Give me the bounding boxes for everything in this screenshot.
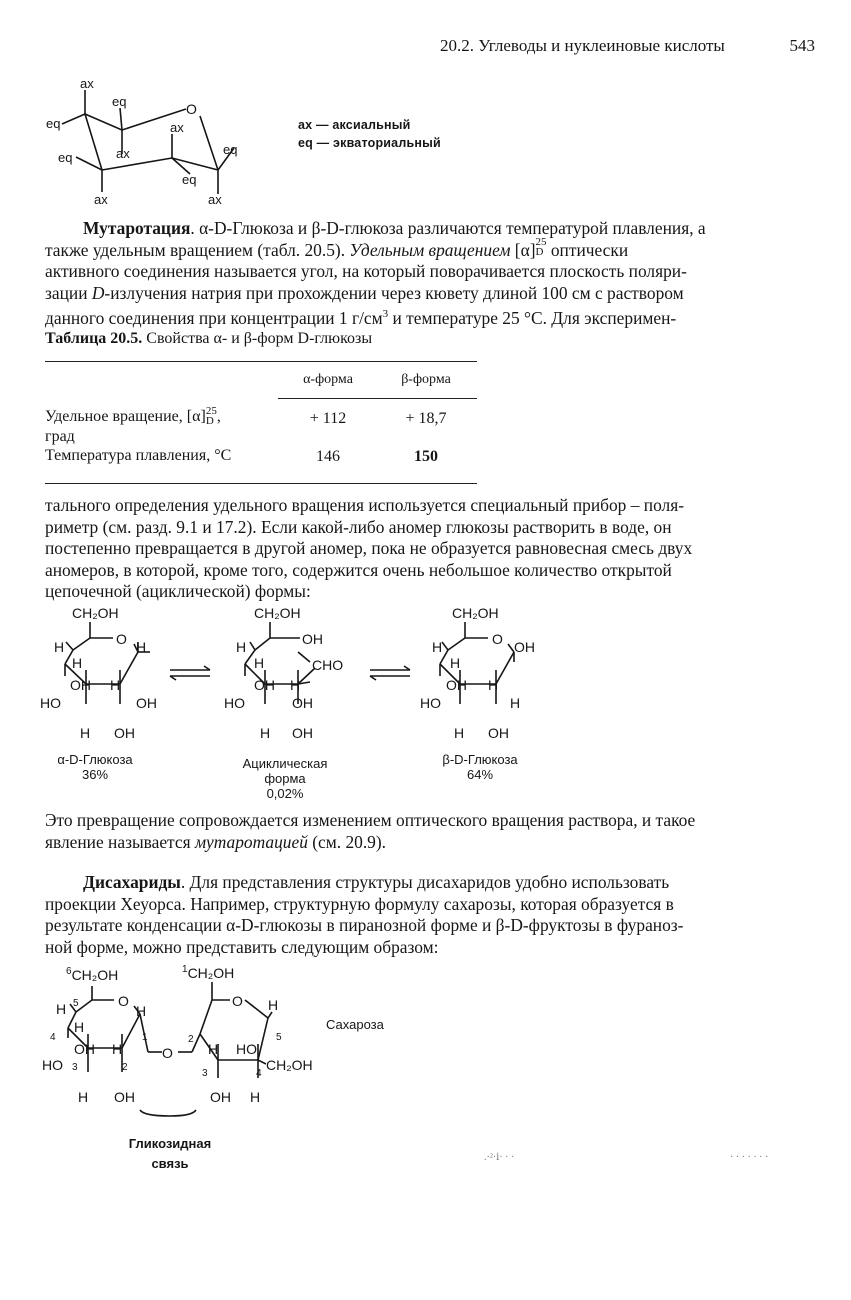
- svg-text:H: H: [488, 677, 499, 693]
- svg-text:OH: OH: [292, 725, 313, 741]
- eq-label: eq: [223, 142, 238, 157]
- paragraph-continuation: тального определения удельного вращения используется специальный прибор – поля- риметр (см. разд. 9.1 и 17.2). Если какой-либо аномер глюкозы растворить в воде, он постепенно превращается в другой аномер, пока не образуется равновесная смесь двух аномеров, в которой, кроме того, содержится очень небольшое количество открытой цепочечной (ациклической) формы:: [45, 495, 693, 601]
- svg-text:H: H: [136, 639, 147, 655]
- eq-label: eq: [58, 150, 73, 165]
- svg-text:OH: OH: [70, 677, 91, 693]
- ch2oh-label: CH₂OH: [72, 605, 119, 621]
- svg-text:H: H: [54, 639, 65, 655]
- ax-label: ax: [80, 76, 94, 91]
- chair-bond: [85, 114, 122, 130]
- ax-label: ax: [170, 120, 184, 135]
- svg-text:H: H: [454, 725, 465, 741]
- paragraph-mutarotation-result: Это превращение сопровождается изменением оптического вращения раствора, и такое явление называется мутаротацией (см. 20.9).: [45, 810, 696, 852]
- page-number: 543: [789, 36, 815, 55]
- svg-text:H: H: [136, 1003, 147, 1019]
- svg-text:OH: OH: [446, 677, 467, 693]
- svg-text:OH: OH: [114, 725, 135, 741]
- ch2oh-label: CH₂OH: [452, 605, 499, 621]
- scan-noise: .·²·ⅰ· · ·: [484, 1152, 515, 1163]
- svg-text:H: H: [208, 1041, 219, 1057]
- svg-text:HO: HO: [224, 695, 245, 711]
- chair-bond: [85, 114, 102, 170]
- column-header-alpha: α-форма: [303, 372, 353, 387]
- svg-text:OH: OH: [254, 677, 275, 693]
- svg-text:O: O: [162, 1045, 173, 1061]
- alpha-glucose-caption: α-D-Глюкоза 36%: [57, 752, 133, 782]
- glycosidic-bond-brace: [140, 1110, 196, 1116]
- table-cell: + 112: [309, 410, 347, 427]
- svg-text:OH: OH: [114, 1089, 135, 1105]
- svg-text:HO: HO: [42, 1057, 63, 1073]
- svg-text:H: H: [72, 655, 83, 671]
- table-cell: + 18,7: [405, 410, 447, 427]
- svg-text:H: H: [74, 1019, 85, 1035]
- svg-text:H: H: [268, 997, 279, 1013]
- running-title: 20.2. Углеводы и нуклеиновые кислоты: [440, 36, 725, 55]
- svg-text:H: H: [78, 1089, 89, 1105]
- svg-text:OH: OH: [488, 725, 509, 741]
- svg-text:O: O: [232, 993, 243, 1009]
- svg-text:HO: HO: [236, 1041, 257, 1057]
- svg-text:H: H: [260, 725, 271, 741]
- svg-text:H: H: [450, 655, 461, 671]
- table-rule-top: [45, 361, 477, 362]
- svg-text:OH: OH: [136, 695, 157, 711]
- svg-text:4: 4: [256, 1068, 262, 1079]
- paragraph-mutarotation: Мутаротация. α-D-Глюкоза и β-D-глюкоза различаются температурой плавления, а также удельным вращением (табл. 20.5). Удельным вращением [α]25 D оптически активного соединения называется угол, на который поворачивается плоскость поляри- зации D-излучения натрия при прохождении через кювету длиной 100 см с раствором данного соединения при концентрации 1 $г/см^3$ и температуре 25 °С. Для эксперимен-: [45, 218, 706, 328]
- svg-text:H: H: [254, 655, 265, 671]
- scan-noise: · · · · · · ·: [730, 1152, 769, 1163]
- svg-text:OH: OH: [514, 639, 535, 655]
- svg-text:H: H: [80, 725, 91, 741]
- svg-text:H: H: [236, 639, 247, 655]
- svg-text:OH: OH: [292, 695, 313, 711]
- svg-text:2: 2: [122, 1062, 128, 1073]
- table-row-label-rotation: Удельное вращение, [α]25 D ,: [45, 405, 221, 427]
- glycosidic-bond-label: Гликозидная связь: [128, 1136, 212, 1171]
- svg-text:HO: HO: [40, 695, 61, 711]
- svg-text:HO: HO: [420, 695, 441, 711]
- eq-label: eq: [182, 172, 197, 187]
- svg-text:O: O: [116, 631, 127, 647]
- svg-text:O: O: [118, 993, 129, 1009]
- ax-label: ax: [208, 192, 222, 207]
- glucose-ch2oh-label: $^6$CH₂OH: [66, 966, 119, 983]
- svg-text:CHO: CHO: [312, 657, 344, 673]
- sucrose-label: Сахароза: [326, 1017, 384, 1032]
- svg-text:H: H: [56, 1001, 67, 1017]
- chair-conformation-figure: [40, 72, 280, 212]
- svg-text:H: H: [290, 677, 301, 693]
- equatorial-bond: [62, 114, 85, 124]
- svg-text:5: 5: [276, 1032, 282, 1043]
- svg-text:H: H: [432, 639, 443, 655]
- ring-oxygen-label: O: [186, 101, 197, 117]
- table-rule-bottom: [45, 483, 477, 484]
- ch2oh-label: CH₂OH: [254, 605, 301, 621]
- svg-text:2: 2: [188, 1034, 194, 1045]
- beta-glucose-caption: β-D-Глюкоза 64%: [442, 752, 518, 782]
- svg-text:3: 3: [202, 1068, 208, 1079]
- column-header-beta: β-форма: [401, 372, 451, 387]
- running-header: [440, 36, 815, 56]
- equatorial-bond: [120, 108, 122, 130]
- paragraph-disaccharides: Дисахариды. Для представления структуры дисахаридов удобно использовать проекции Хеуорса. Например, структурную формулу сахарозы, которая образуется в результате конденсации α-D-глюкозы в пиранозной форме и β-D-фруктозы в фураноз- ной форме, можно представить следующим образом:: [45, 872, 684, 957]
- svg-text:OH: OH: [302, 631, 323, 647]
- svg-text:O: O: [492, 631, 503, 647]
- eq-label: eq: [112, 94, 127, 109]
- legend-equatorial: eq — экваториальный: [298, 136, 441, 150]
- svg-text:H: H: [250, 1089, 261, 1105]
- svg-text:OH: OH: [210, 1089, 231, 1105]
- chair-bond: [200, 116, 218, 170]
- sucrose-structure-figure: [40, 960, 350, 1120]
- svg-text:H: H: [510, 695, 521, 711]
- table-cell: 146: [316, 448, 340, 465]
- table-rule-header: [278, 398, 477, 399]
- svg-text:4: 4: [50, 1032, 56, 1043]
- table-caption: Таблица 20.5. Свойства α- и β-форм D-глюкозы: [45, 330, 373, 347]
- svg-text:H: H: [110, 677, 121, 693]
- equilibrium-arrows: [370, 666, 410, 680]
- svg-text:H: H: [112, 1041, 123, 1057]
- svg-text:3: 3: [72, 1062, 78, 1073]
- svg-text:1: 1: [142, 1032, 148, 1043]
- ax-label: ax: [116, 146, 130, 161]
- table-row-label-rotation-unit: град: [45, 428, 75, 445]
- svg-text:5: 5: [73, 998, 79, 1009]
- fructose-ch2oh-right: CH₂OH: [266, 1057, 313, 1073]
- glucose-equilibrium-figure: [40, 600, 560, 750]
- eq-label: eq: [46, 116, 61, 131]
- chair-bond: [102, 158, 172, 170]
- equilibrium-arrows: [170, 666, 210, 680]
- ax-label: ax: [94, 192, 108, 207]
- fructose-ch2oh-label: $^1$CH₂OH: [182, 964, 235, 981]
- legend-axial: ax — аксиальный: [298, 118, 411, 132]
- svg-text:OH: OH: [74, 1041, 95, 1057]
- table-row-label-melting: Температура плавления, °С: [45, 447, 232, 464]
- table-cell: 150: [414, 448, 438, 465]
- acyclic-form-caption: Ациклическая форма 0,02%: [242, 756, 328, 801]
